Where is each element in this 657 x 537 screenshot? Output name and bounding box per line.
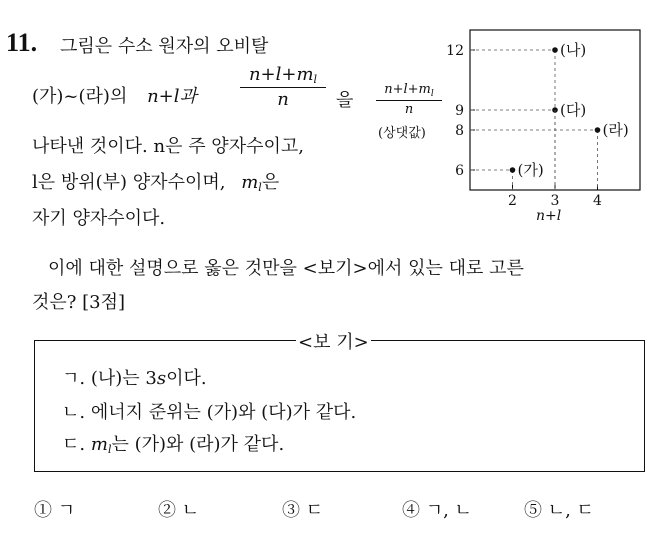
chart-xlabel: n+l (536, 208, 562, 224)
point-label-1: (다) (560, 101, 587, 119)
chart-ylabel-num-sub: l (430, 89, 434, 99)
statement-3-text: 는 (가)와 (라)가 같다. (111, 434, 285, 455)
stem-line-2-end: 을 (336, 90, 354, 111)
statement-3 (62, 430, 284, 456)
stem-line-4-end: 은 (261, 172, 280, 193)
point-2 (552, 47, 558, 53)
statement-3-ml: m (90, 434, 108, 455)
stem-orbital-range: (가)~(라)의 (32, 86, 128, 107)
x-tick-label-3: 3 (550, 193, 560, 209)
choice-5[interactable]: ⑤ ㄴ, ㄷ (524, 500, 594, 521)
statement-3-ml-sub: l (107, 443, 112, 456)
point-label-3: (라) (602, 121, 629, 139)
stem-line-3: 나타낸 것이다. n은 주 양자수이고, (32, 136, 304, 157)
statement-2 (62, 398, 356, 424)
frac-numerator-sub: l (313, 73, 318, 86)
statement-1 (62, 364, 207, 390)
point-label-0: (가) (517, 161, 544, 179)
frac-denominator: n (277, 89, 289, 110)
y-tick-label-12: 12 (446, 43, 464, 59)
point-3 (595, 127, 601, 133)
choice-1[interactable]: ① ㄱ (34, 500, 76, 521)
choice-3[interactable]: ③ ㄷ (282, 500, 324, 521)
stem-line-5: 자기 양자수이다. (32, 208, 166, 229)
statement-3-marker: ㄷ. (62, 434, 86, 455)
chart (0, 0, 657, 240)
statement-1-it: s (156, 368, 167, 389)
stem-line-1: 그림은 수소 원자의 오비탈 (60, 36, 269, 57)
point-label-2: (나) (560, 41, 587, 59)
stem-ml: m (241, 172, 259, 193)
y-tick-label-6: 6 (455, 163, 464, 179)
point-0 (510, 167, 516, 173)
stem-line-7: 것은? [3점] (32, 292, 126, 313)
y-tick-label-9: 9 (455, 103, 464, 119)
statement-1-pre: (나)는 3 (90, 368, 157, 389)
statement-1-marker: ㄱ. (62, 368, 86, 389)
bogi-title: <보 기> (296, 328, 371, 354)
chart-ylabel-den: n (404, 102, 414, 117)
question-number: 11. (6, 28, 38, 57)
chart-ylabel-num: n+l+m (384, 82, 431, 97)
choice-4[interactable]: ④ ㄱ, ㄴ (402, 500, 472, 521)
choice-2[interactable]: ② ㄴ (158, 500, 200, 521)
statement-1-post: 이다. (166, 368, 207, 389)
stem-nl: n+l과 (147, 86, 197, 107)
frac-numerator: n+l+m (248, 64, 314, 85)
chart-ylabel-note: (상댓값) (378, 126, 426, 141)
x-tick-label-2: 2 (508, 193, 517, 209)
statement-2-marker: ㄴ. (62, 402, 86, 423)
stem-ml-sub: l (258, 181, 262, 194)
stem-line-6: 이에 대한 설명으로 옳은 것만을 <보기>에서 있는 대로 고른 (48, 258, 524, 279)
y-tick-label-8: 8 (455, 123, 464, 139)
stem-line-4-text: l은 방위(부) 양자수이며, (32, 172, 226, 193)
statement-2-text: 에너지 준위는 (가)와 (다)가 같다. (90, 402, 357, 423)
x-tick-label-4: 4 (593, 193, 602, 209)
